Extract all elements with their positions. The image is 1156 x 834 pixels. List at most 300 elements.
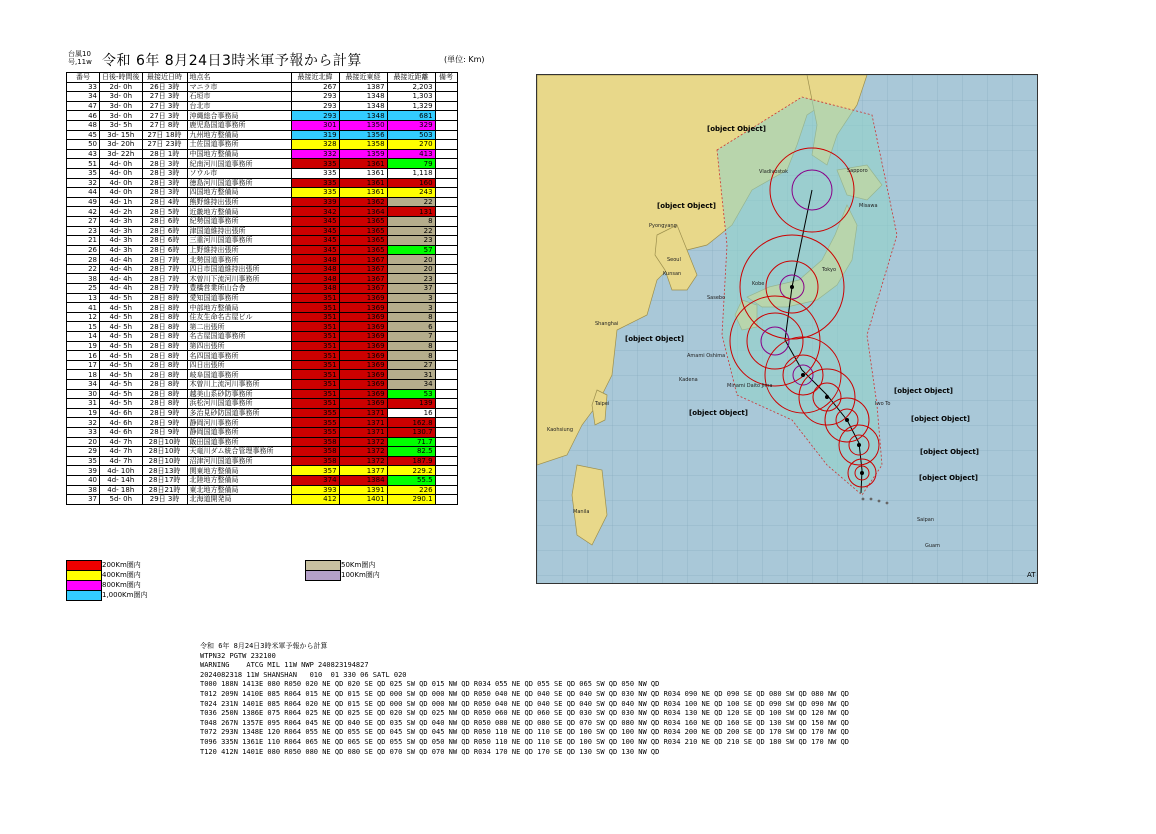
cell-no: 37: [67, 495, 100, 505]
cell-lon: 1348: [339, 92, 387, 102]
col-header: 最接近日時: [142, 73, 187, 83]
cell-note: [435, 495, 457, 505]
cell-lon: 1350: [339, 120, 387, 130]
cell-name: 上野維持出張所: [187, 245, 291, 255]
cell-dist: 413: [387, 149, 435, 159]
map-label: [object Object]: [707, 125, 766, 133]
cell-note: [435, 236, 457, 246]
cell-lon: 1377: [339, 466, 387, 476]
cell-note: [435, 380, 457, 390]
table-row: [67, 111, 458, 121]
cell-dist: 187.9: [387, 456, 435, 466]
cell-dt: 28日 8時: [142, 332, 187, 342]
cell-lon: 1372: [339, 447, 387, 457]
cell-dt: 28日 8時: [142, 351, 187, 361]
approach-table: [66, 72, 458, 505]
cell-lon: 1369: [339, 389, 387, 399]
table-row: [67, 485, 458, 495]
cell-lat: 358: [291, 437, 339, 447]
table-row: [67, 140, 458, 150]
cell-no: 25: [67, 284, 100, 294]
cell-no: 28: [67, 255, 100, 265]
cell-t: 4d- 2h: [100, 207, 143, 217]
cell-dt: 28日 8時: [142, 380, 187, 390]
place-name: Kadena: [679, 377, 698, 383]
cell-lon: 1367: [339, 264, 387, 274]
cell-lat: 355: [291, 408, 339, 418]
cell-note: [435, 120, 457, 130]
legend-item: [66, 570, 266, 580]
cell-dist: 503: [387, 130, 435, 140]
cell-name: 徳島河川国道事務所: [187, 178, 291, 188]
bulletin-line: 令和 6年 8月24日3時米軍予報から計算: [200, 642, 328, 650]
cell-name: 北勢国道事務所: [187, 255, 291, 265]
cell-name: ソウル市: [187, 168, 291, 178]
cell-no: 49: [67, 197, 100, 207]
cell-lat: 351: [291, 360, 339, 370]
cell-no: 35: [67, 456, 100, 466]
cell-no: 34: [67, 380, 100, 390]
cell-lon: 1369: [339, 303, 387, 313]
cell-name: 四国地方整備局: [187, 188, 291, 198]
cell-note: [435, 216, 457, 226]
cell-note: [435, 207, 457, 217]
table-row: [67, 427, 458, 437]
cell-dt: 27日 8時: [142, 120, 187, 130]
cell-dt: 28日10時: [142, 437, 187, 447]
place-name: Kobe: [752, 281, 765, 287]
cell-no: 17: [67, 360, 100, 370]
cell-name: 北海道開発局: [187, 495, 291, 505]
cell-lon: 1365: [339, 216, 387, 226]
cell-lon: 1369: [339, 351, 387, 361]
cell-lon: 1365: [339, 226, 387, 236]
bulletin-line: T048 267N 1357E 095 R064 045 NE QD 040 SE QD 035 SW QD 040 NW QD R050 080 NE QD 080 SE QD 070 SW QD 080 NW QD R034 160 NE QD 160 SE QD 130 SW QD 150 NW QD: [200, 718, 850, 727]
cell-no: 38: [67, 274, 100, 284]
cell-lon: 1369: [339, 380, 387, 390]
cell-dist: 27: [387, 360, 435, 370]
cell-lat: 335: [291, 178, 339, 188]
cell-dt: 28日13時: [142, 466, 187, 476]
cell-note: [435, 312, 457, 322]
cell-no: 29: [67, 447, 100, 457]
cell-t: 4d- 3h: [100, 226, 143, 236]
cell-name: 第四出張所: [187, 341, 291, 351]
table-row: [67, 466, 458, 476]
cell-note: [435, 418, 457, 428]
table-row: [67, 332, 458, 342]
place-name: Sasebo: [707, 295, 726, 301]
cell-lat: 351: [291, 370, 339, 380]
cell-no: 21: [67, 236, 100, 246]
cell-name: 浜松河川国道事務所: [187, 399, 291, 409]
cell-name: 台北市: [187, 101, 291, 111]
cell-note: [435, 370, 457, 380]
table-row: [67, 149, 458, 159]
col-header: 最接近東経: [339, 73, 387, 83]
legend-item: [66, 580, 266, 590]
cell-note: [435, 168, 457, 178]
cell-lon: 1369: [339, 332, 387, 342]
table-row: [67, 245, 458, 255]
bulletin-line: T012 209N 1410E 085 R064 015 NE QD 015 SE QD 000 SW QD 000 NW QD R050 040 NE QD 040 SE QD 040 SW QD 030 NW QD R034 090 NE QD 090 SE QD 080 SW QD 080 NW QD: [200, 689, 850, 698]
cell-t: 4d- 5h: [100, 399, 143, 409]
cell-name: 九州地方整備局: [187, 130, 291, 140]
table-row: [67, 92, 458, 102]
cell-t: 3d- 15h: [100, 130, 143, 140]
cell-dist: 8: [387, 351, 435, 361]
cell-lat: 393: [291, 485, 339, 495]
cell-dist: 226: [387, 485, 435, 495]
cell-note: [435, 178, 457, 188]
cell-lon: 1348: [339, 101, 387, 111]
cell-no: 14: [67, 332, 100, 342]
cell-name: 静岡国道事務所: [187, 427, 291, 437]
cell-dt: 28日 8時: [142, 399, 187, 409]
cell-lon: 1369: [339, 399, 387, 409]
cell-dt: 28日 4時: [142, 197, 187, 207]
cell-t: 4d- 3h: [100, 245, 143, 255]
cell-note: [435, 111, 457, 121]
cell-name: 津国道維持出張所: [187, 226, 291, 236]
place-name: Saipan: [917, 517, 935, 523]
cell-dt: 28日 6時: [142, 236, 187, 246]
cell-no: 44: [67, 188, 100, 198]
cell-dist: 23: [387, 236, 435, 246]
cell-lon: 1384: [339, 475, 387, 485]
cell-note: [435, 475, 457, 485]
place-name: Shanghai: [595, 321, 619, 327]
col-header: 番号: [67, 73, 100, 83]
cell-lat: 332: [291, 149, 339, 159]
table-row: [67, 188, 458, 198]
cell-dt: 28日 1時: [142, 149, 187, 159]
cell-t: 4d- 7h: [100, 437, 143, 447]
forecast-map: [536, 74, 1038, 584]
cell-lon: 1367: [339, 274, 387, 284]
cell-name: 中国地方整備局: [187, 149, 291, 159]
legend-left: [66, 560, 266, 604]
cell-t: 3d- 20h: [100, 140, 143, 150]
cell-dt: 28日 9時: [142, 408, 187, 418]
cell-name: 越美山系砂防事務所: [187, 389, 291, 399]
cell-no: 16: [67, 351, 100, 361]
cell-dist: 2,203: [387, 82, 435, 92]
cell-name: 豊橋営業所山合舎: [187, 284, 291, 294]
cell-lat: 351: [291, 351, 339, 361]
table-row: [67, 264, 458, 274]
cell-no: 41: [67, 303, 100, 313]
cell-lat: 293: [291, 111, 339, 121]
cell-lat: 348: [291, 284, 339, 294]
cell-dt: 28日17時: [142, 475, 187, 485]
cell-lat: 351: [291, 389, 339, 399]
table-row: [67, 495, 458, 505]
table-row: [67, 120, 458, 130]
cell-dt: 28日 6時: [142, 245, 187, 255]
cell-name: 中部地方整備局: [187, 303, 291, 313]
table-row: [67, 389, 458, 399]
cell-lat: 412: [291, 495, 339, 505]
cell-lat: 355: [291, 418, 339, 428]
cell-no: 20: [67, 437, 100, 447]
cell-t: 4d- 10h: [100, 466, 143, 476]
cell-note: [435, 351, 457, 361]
cell-t: 4d- 6h: [100, 418, 143, 428]
cell-t: 4d- 5h: [100, 351, 143, 361]
legend-item: [66, 560, 266, 570]
table-row: [67, 456, 458, 466]
cell-dt: 28日 8時: [142, 293, 187, 303]
bulletin-line: WTPN32 PGTW 232100: [200, 651, 276, 660]
cell-lat: 319: [291, 130, 339, 140]
place-name: Seoul: [667, 257, 681, 263]
cell-no: 45: [67, 130, 100, 140]
cell-dist: 55.5: [387, 475, 435, 485]
cell-lon: 1369: [339, 360, 387, 370]
cell-dist: 3: [387, 293, 435, 303]
cell-no: 33: [67, 82, 100, 92]
map-label: [object Object]: [920, 448, 979, 456]
cell-t: 5d- 0h: [100, 495, 143, 505]
cell-dt: 28日 8時: [142, 389, 187, 399]
cell-no: 19: [67, 341, 100, 351]
cell-t: 4d- 5h: [100, 341, 143, 351]
cell-dist: 1,118: [387, 168, 435, 178]
cell-name: 多治見砂防国道事務所: [187, 408, 291, 418]
cell-note: [435, 82, 457, 92]
legend-label: 400Km圏内: [102, 571, 141, 579]
cell-dt: 28日 3時: [142, 159, 187, 169]
cell-lat: 335: [291, 168, 339, 178]
cell-no: 18: [67, 370, 100, 380]
cell-dt: 28日10時: [142, 456, 187, 466]
table-row: [67, 312, 458, 322]
place-name: Pyongyang: [649, 223, 677, 229]
cell-lat: 345: [291, 236, 339, 246]
cell-lat: 267: [291, 82, 339, 92]
cell-name: 静岡河川事務所: [187, 418, 291, 428]
cell-lon: 1369: [339, 322, 387, 332]
cell-no: 46: [67, 111, 100, 121]
table-row: [67, 370, 458, 380]
cell-lon: 1358: [339, 140, 387, 150]
place-name: Kunsan: [663, 271, 682, 277]
cell-dist: 131: [387, 207, 435, 217]
bulletin-line: 2024082318 11W SHANSHAN 010 01 330 06 SATL 020: [200, 670, 407, 679]
cell-dt: 28日21時: [142, 485, 187, 495]
bulletin-line: T072 293N 1348E 120 R064 055 NE QD 055 SE QD 045 SW QD 045 NW QD R050 110 NE QD 110 SE QD 100 SW QD 100 NW QD R034 200 NE QD 200 SE QD 170 SW QD 170 NW QD: [200, 728, 850, 737]
cell-dt: 28日 8時: [142, 303, 187, 313]
table-header-row: [67, 73, 458, 83]
cell-note: [435, 399, 457, 409]
cell-dist: 34: [387, 380, 435, 390]
cell-dt: 28日 8時: [142, 341, 187, 351]
legend-label: 50Km圏内: [341, 561, 376, 569]
cell-t: 3d- 22h: [100, 149, 143, 159]
cell-lon: 1361: [339, 188, 387, 198]
cell-no: 38: [67, 485, 100, 495]
cell-lon: 1348: [339, 111, 387, 121]
cell-no: 43: [67, 149, 100, 159]
table-row: [67, 475, 458, 485]
cell-dist: 270: [387, 140, 435, 150]
place-name: Vladivostok: [759, 169, 788, 175]
cell-note: [435, 341, 457, 351]
cell-dt: 28日 8時: [142, 370, 187, 380]
col-header: 最接近距離: [387, 73, 435, 83]
cell-dist: 243: [387, 188, 435, 198]
cell-dt: 28日 3時: [142, 178, 187, 188]
table-row: [67, 293, 458, 303]
cell-name: 四日市国道維持出張所: [187, 264, 291, 274]
cell-dist: 160: [387, 178, 435, 188]
cell-lat: 301: [291, 120, 339, 130]
cell-dist: 681: [387, 111, 435, 121]
cell-t: 4d- 4h: [100, 264, 143, 274]
cell-lat: 335: [291, 159, 339, 169]
cell-name: 鹿児島国道事務所: [187, 120, 291, 130]
cell-no: 51: [67, 159, 100, 169]
table-row: [67, 447, 458, 457]
cell-lat: 335: [291, 188, 339, 198]
bulletin-line: T000 188N 1413E 080 R050 020 NE QD 020 SE QD 025 SW QD 015 NW QD R034 055 NE QD 055 SE QD 065 SW QD 050 NW QD: [200, 680, 660, 689]
legend-item: [305, 570, 505, 580]
cell-note: [435, 427, 457, 437]
cell-no: 33: [67, 427, 100, 437]
cell-no: 26: [67, 245, 100, 255]
cell-dt: 29日 3時: [142, 495, 187, 505]
table-row: [67, 130, 458, 140]
cell-lat: 345: [291, 245, 339, 255]
cell-lat: 351: [291, 293, 339, 303]
cell-lat: 293: [291, 101, 339, 111]
cell-dt: 27日 3時: [142, 111, 187, 121]
legend-label: 800Km圏内: [102, 581, 141, 589]
cell-t: 4d- 4h: [100, 274, 143, 284]
cell-t: 4d- 5h: [100, 380, 143, 390]
bulletin-line: T120 412N 1401E 080 R050 080 NE QD 080 SE QD 070 SW QD 070 NW QD R034 170 NE QD 170 SE QD 130 SW QD 130 NW QD: [200, 747, 660, 756]
table-row: [67, 284, 458, 294]
cell-lat: 351: [291, 322, 339, 332]
cell-no: 48: [67, 120, 100, 130]
cell-name: 第二出張所: [187, 322, 291, 332]
cell-lon: 1372: [339, 456, 387, 466]
cell-name: 沼津河川国道事務所: [187, 456, 291, 466]
cell-no: 32: [67, 418, 100, 428]
cell-t: 4d- 5h: [100, 312, 143, 322]
table-row: [67, 351, 458, 361]
cell-dist: 1,303: [387, 92, 435, 102]
cell-no: 35: [67, 168, 100, 178]
cell-name: 石垣市: [187, 92, 291, 102]
cell-dt: 27日 3時: [142, 92, 187, 102]
legend-label: 200Km圏内: [102, 561, 141, 569]
table-row: [67, 437, 458, 447]
cell-no: 22: [67, 264, 100, 274]
map-label: [object Object]: [689, 409, 748, 417]
unit-label: (単位: Km): [444, 55, 485, 64]
cell-dist: 8: [387, 341, 435, 351]
cell-dist: 71.7: [387, 437, 435, 447]
cell-dist: 329: [387, 120, 435, 130]
cell-t: 4d- 5h: [100, 370, 143, 380]
cell-t: 4d- 14h: [100, 475, 143, 485]
cell-lon: 1371: [339, 408, 387, 418]
cell-t: 3d- 0h: [100, 92, 143, 102]
cell-note: [435, 293, 457, 303]
cell-t: 4d- 7h: [100, 447, 143, 457]
cell-dist: 79: [387, 159, 435, 169]
place-name: Minami Daito Jima: [727, 383, 773, 389]
cell-note: [435, 255, 457, 265]
cell-dist: 8: [387, 216, 435, 226]
cell-lon: 1362: [339, 197, 387, 207]
cell-name: 三重河川国道事務所: [187, 236, 291, 246]
cell-dist: 82.5: [387, 447, 435, 457]
cell-name: 四日出張所: [187, 360, 291, 370]
cell-note: [435, 274, 457, 284]
cell-lat: 351: [291, 312, 339, 322]
cell-dt: 28日 7時: [142, 255, 187, 265]
cell-dt: 27日 3時: [142, 101, 187, 111]
cell-lon: 1365: [339, 236, 387, 246]
cell-dist: 22: [387, 226, 435, 236]
cell-note: [435, 322, 457, 332]
cell-note: [435, 188, 457, 198]
table-row: [67, 418, 458, 428]
cell-lon: 1369: [339, 312, 387, 322]
cell-lon: 1361: [339, 178, 387, 188]
cell-t: 4d- 0h: [100, 188, 143, 198]
cell-name: 近畿地方整備局: [187, 207, 291, 217]
cell-dt: 28日 8時: [142, 312, 187, 322]
cell-lat: 355: [291, 427, 339, 437]
cell-lon: 1401: [339, 495, 387, 505]
cell-name: 木曽川上流河川事務所: [187, 380, 291, 390]
table-row: [67, 399, 458, 409]
cell-dist: 3: [387, 303, 435, 313]
table-row: [67, 82, 458, 92]
cell-dist: 31: [387, 370, 435, 380]
table-row: [67, 341, 458, 351]
col-header: 備考: [435, 73, 457, 83]
cell-no: 42: [67, 207, 100, 217]
table-row: [67, 226, 458, 236]
cell-lon: 1391: [339, 485, 387, 495]
cell-dt: 28日 3時: [142, 168, 187, 178]
cell-t: 4d- 4h: [100, 255, 143, 265]
cell-dist: 20: [387, 264, 435, 274]
cell-dist: 1,329: [387, 101, 435, 111]
table-row: [67, 101, 458, 111]
cell-lon: 1367: [339, 255, 387, 265]
cell-note: [435, 389, 457, 399]
cell-lat: 374: [291, 475, 339, 485]
cell-name: 名古屋国道事務所: [187, 332, 291, 342]
cell-dist: 53: [387, 389, 435, 399]
cell-lat: 348: [291, 255, 339, 265]
warning-bulletin: [200, 642, 849, 757]
cell-t: 4d- 5h: [100, 389, 143, 399]
table-row: [67, 322, 458, 332]
cell-lat: 342: [291, 207, 339, 217]
cell-t: 4d- 1h: [100, 197, 143, 207]
cell-t: 4d- 3h: [100, 216, 143, 226]
bulletin-line: T024 231N 1401E 085 R064 020 NE QD 015 SE QD 000 SW QD 000 NW QD R050 040 NE QD 040 SE QD 040 SW QD 040 NW QD R034 100 NE QD 100 SE QD 090 SW QD 090 NW QD: [200, 699, 850, 708]
cell-name: 東北地方整備局: [187, 485, 291, 495]
cell-t: 4d- 0h: [100, 168, 143, 178]
